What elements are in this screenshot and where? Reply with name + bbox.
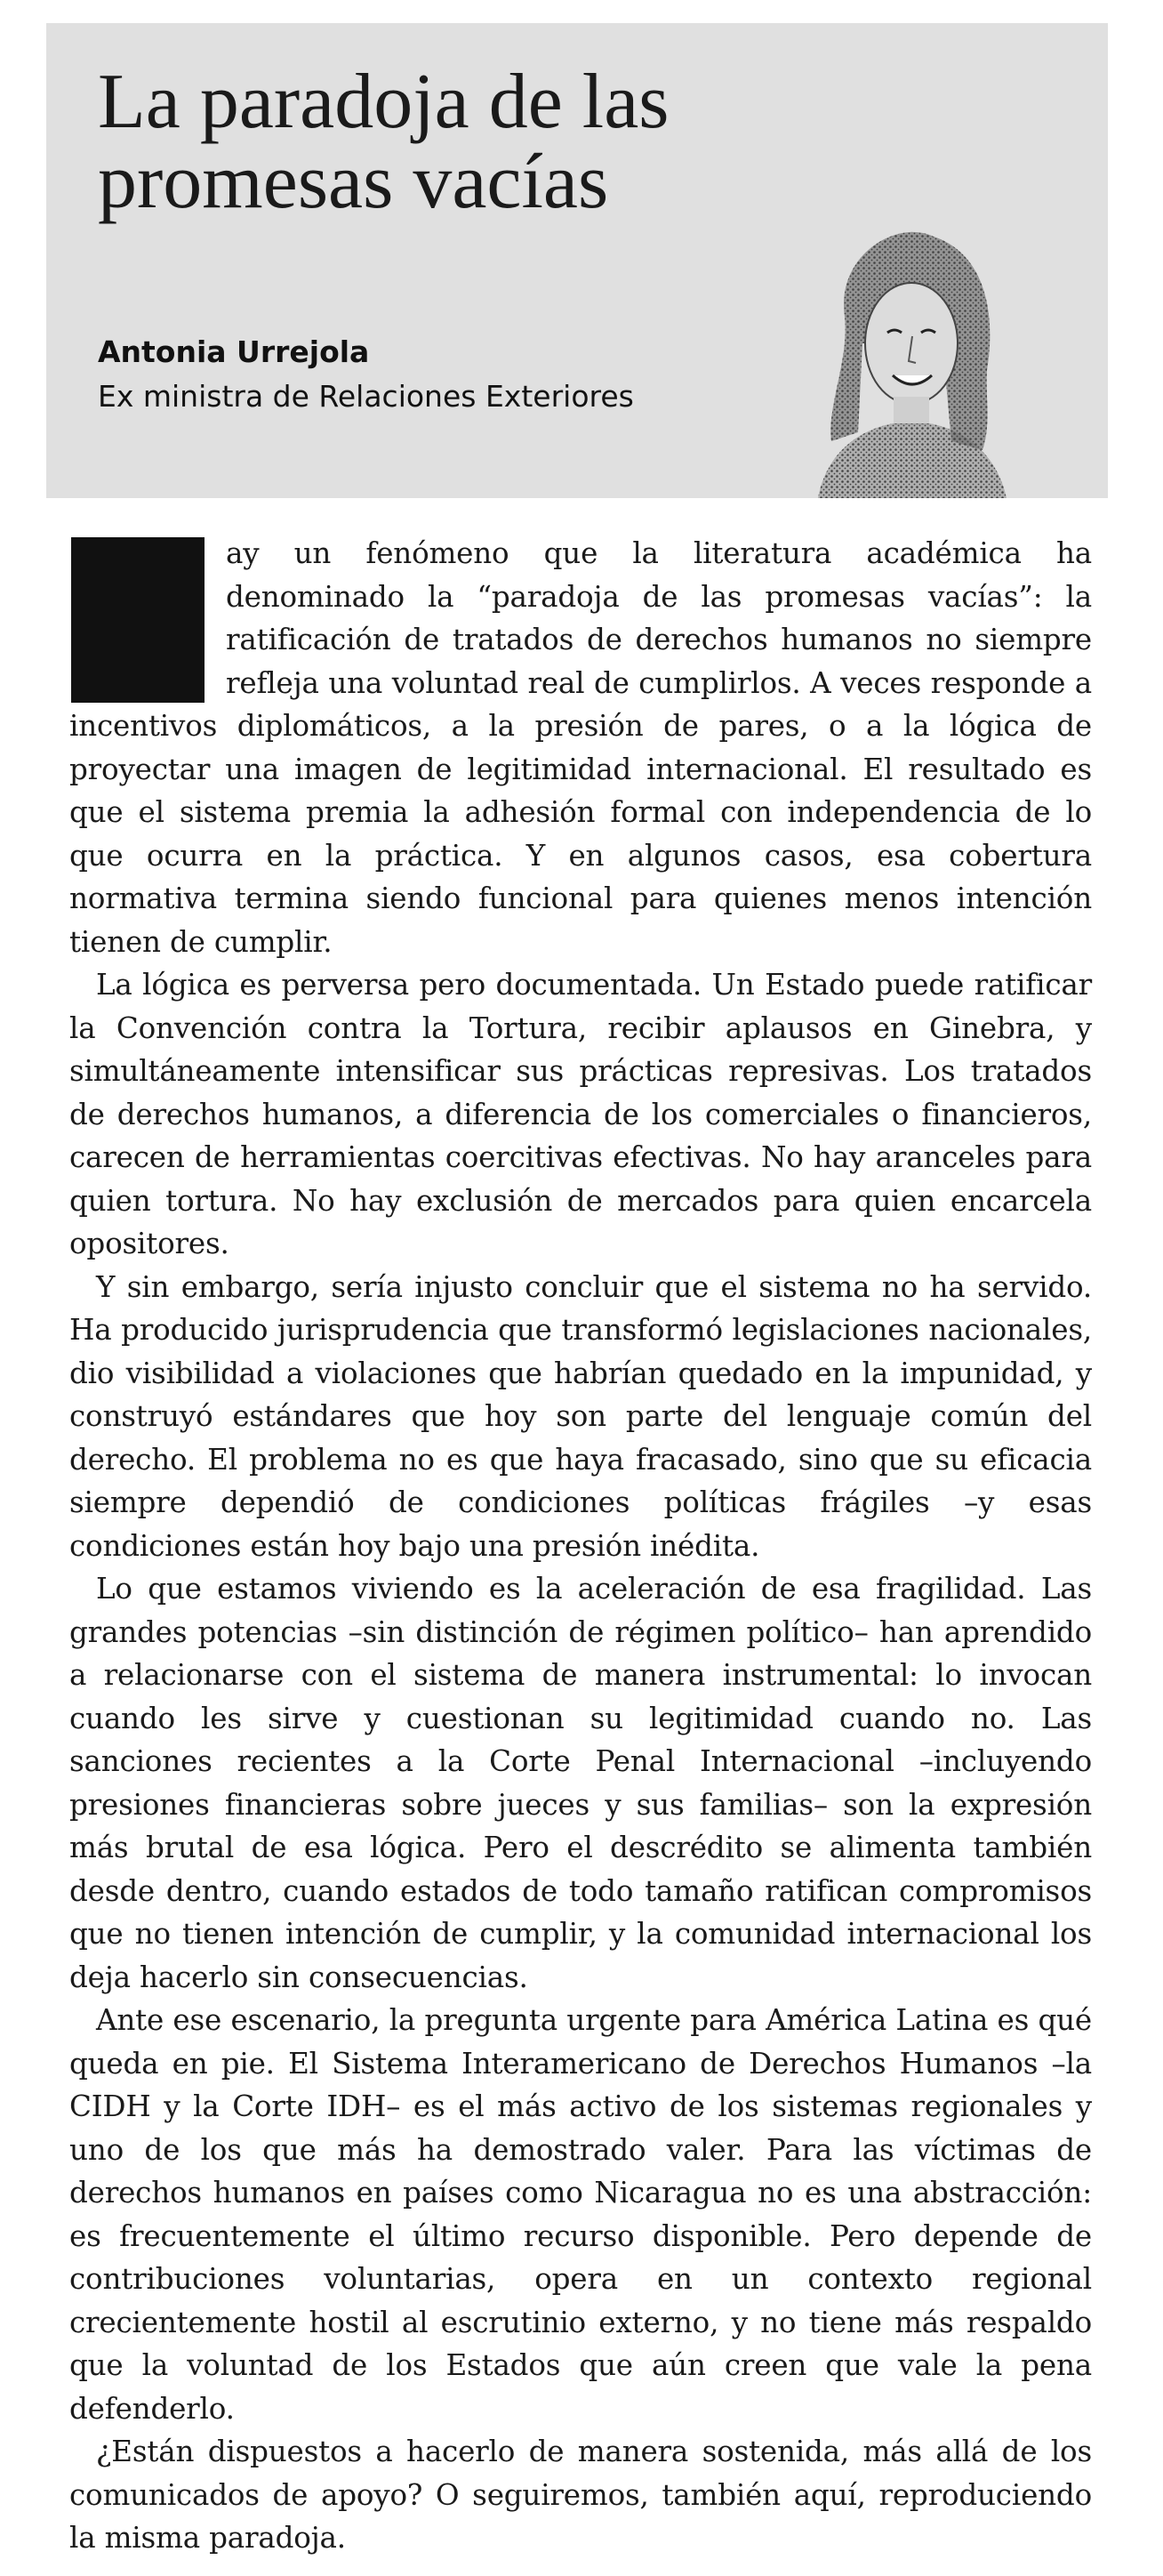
- paragraph-1-text: ay un fenómeno que la literatura académica ha denominado la “paradoja de las promesas vacías”: la ratificación de tratados de derechos humanos no siempre refleja una voluntad real de cumplirlos. A veces responde a incentivos diplomáticos, a la presión de pares, o a la lógica de proyectar una imagen de legitimidad internacional. El resultado es que el sistema premia la adhesión formal con independencia de lo que ocurra en la práctica. Y en algunos casos, esa cobertura normativa termina siendo funcional para quienes menos intención tienen de cumplir.: [69, 536, 1092, 959]
- paragraph-3: Y sin embargo, sería injusto concluir que el sistema no ha servido. Ha producido jurisprudencia que transformó legislaciones nacionales, dio visibilidad a violaciones que habrían quedado en la impunidad, y construyó estándares que hoy son parte del lenguaje común del derecho. El problema no es que haya fracasado, sino que su eficacia siempre dependió de condiciones políticas frágiles –y esas condiciones están hoy bajo una presión inédita.: [69, 1269, 1092, 1563]
- drop-cap-glyph: [71, 537, 205, 703]
- paragraph-6: ¿Están dispuestos a hacerlo de manera sostenida, más allá de los comunicados de apoyo? O seguiremos, también aquí, reproduciendo la misma paradoja.: [69, 2435, 1092, 2555]
- paragraph-1: [69, 532, 1092, 963]
- author-name: Antonia Urrejola: [98, 334, 370, 369]
- author-role: Ex ministra de Relaciones Exteriores: [98, 379, 634, 414]
- article-body: [69, 532, 1092, 2560]
- author-portrait: [782, 219, 1014, 498]
- paragraph-4: Lo que estamos viviendo es la aceleración de esa fragilidad. Las grandes potencias –sin distinción de régimen político– han aprendido a relacionarse con el sistema de manera instrumental: lo invocan cuando les sirve y cuestionan su legitimidad cuando no. Las sanciones recientes a la Corte Penal Internacional –incluyendo presiones financieras sobre jueces y sus familias– son la expresión más brutal de esa lógica. Pero el descrédito se alimenta también desde dentro, cuando estados de todo tamaño ratifican compromisos que no tienen intención de cumplir, y la comunidad internacional los deja hacerlo sin consecuencias.: [69, 1572, 1092, 1994]
- article-title: La paradoja de las promesas vacías: [98, 59, 670, 225]
- paragraph-2: La lógica es perversa pero documentada. Un Estado puede ratificar la Convención contra la Tortura, recibir aplausos en Ginebra, y simultáneamente intensificar sus prácticas represivas. Los tratados de derechos humanos, a diferencia de los comerciales o financieros, carecen de herramientas coercitivas efectivas. No hay aranceles para quien tortura. No hay exclusión de mercados para quien encarcela opositores.: [69, 968, 1092, 1260]
- drop-cap: [71, 537, 205, 703]
- paragraph-5: Ante ese escenario, la pregunta urgente para América Latina es qué queda en pie. El Sistema Interamericano de Derechos Humanos –la CIDH y la Corte IDH– es el más activo de los sistemas regionales y uno de los que más ha demostrado valer. Para las víctimas de derechos humanos en países como Nicaragua no es una abstracción: es frecuentemente el último recurso disponible. Pero depende de contribuciones voluntarias, opera en un contexto regional crecientemente hostil al escrutinio externo, y no tiene más respaldo que la voluntad de los Estados que aún creen que vale la pena defenderlo.: [69, 2003, 1092, 2426]
